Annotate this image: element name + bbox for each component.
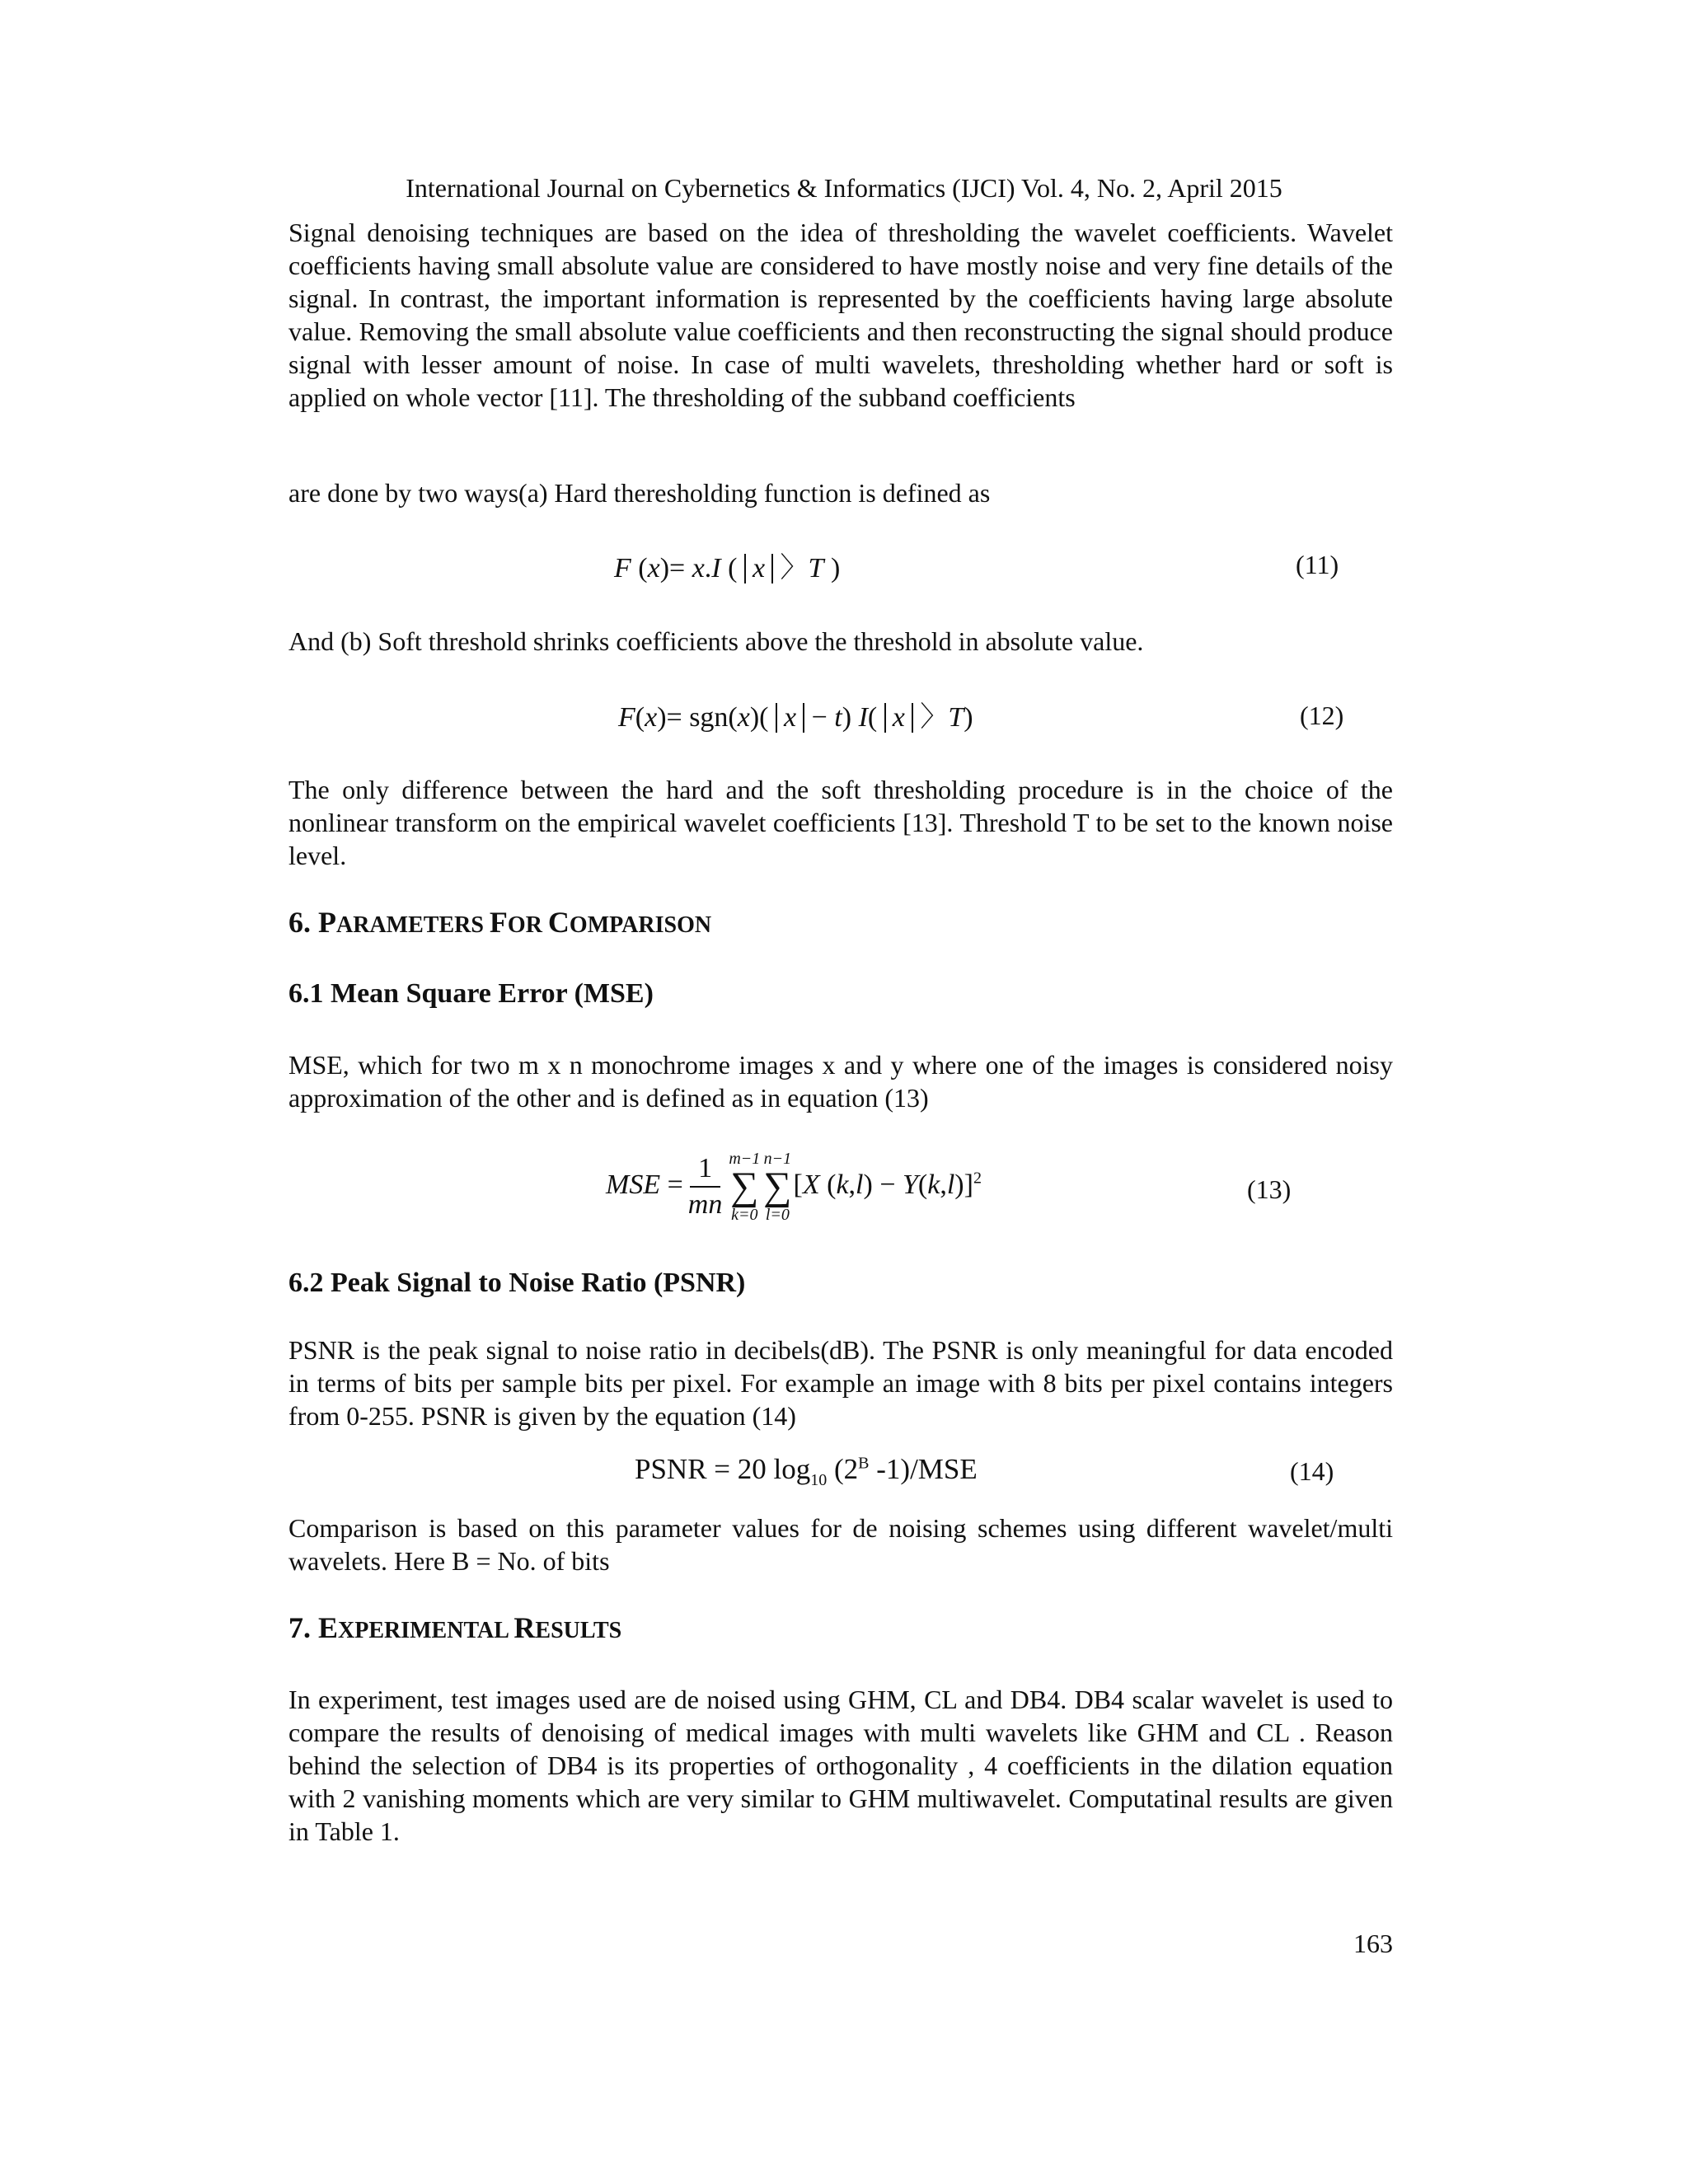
equation-12 bbox=[288, 691, 1393, 757]
subsection-heading-6-2: 6.2 Peak Signal to Noise Ratio (PSNR) bbox=[288, 1268, 746, 1298]
paragraph-experiment: In experiment, test images used are de noised using GHM, CL and DB4. DB4 scalar wavelet is used to compare the results of denoising of medical images with multi wavelets like GHM and CL . Reason behind the selection of DB4 is its properties of orthogonality , 4 coefficients in the dilation equation with 2 vanishing moments which are very similar to GHM multiwavelet. Computatinal results are given in Table 1. bbox=[288, 1685, 1393, 1846]
paragraph-difference: The only difference between the hard and the soft thresholding procedure is in the choice of the nonlinear transform on the empirical wavelet coefficients [13]. Threshold T to be set to the known noise level. bbox=[288, 775, 1393, 870]
paragraph-psnr: PSNR is the peak signal to noise ratio in decibels(dB). The PSNR is only meaningful for data encoded in terms of bits per sample bits per pixel. For example an image with 8 bits per pixel contains integers from 0-255. PSNR is given by the equation (14) bbox=[288, 1335, 1393, 1431]
section-heading-6: 6. PARAMETERS FOR COMPARISON bbox=[288, 906, 712, 939]
paragraph-mse: MSE, which for two m x n monochrome images x and y where one of the images is considered noisy approximation of the other and is defined as in equation (13) bbox=[288, 1050, 1393, 1113]
equation-12-number: (12) bbox=[1300, 701, 1344, 730]
equation-11-number: (11) bbox=[1296, 550, 1339, 579]
paragraph-comparison: Comparison is based on this parameter values for de noising schemes using different wavelet/multi wavelets. Here B = No. of bits bbox=[288, 1513, 1393, 1576]
equation-14-number: (14) bbox=[1290, 1456, 1334, 1486]
page-number: 163 bbox=[1353, 1929, 1393, 1958]
equation-14 bbox=[288, 1453, 1393, 1519]
paragraph-thresholding: Signal denoising techniques are based on the idea of thresholding the wavelet coefficients. Wavelet coefficients having small absolute value are considered to have mostly noise and very fine details of the signal. In contrast, the important information is represented by the coefficients having large absolute value. Removing the small absolute value coefficients and then reconstructing the signal should produce signal with lesser amount of noise. In case of multi wavelets, thresholding whether hard or soft is applied on whole vector [11]. The thresholding of the subband coefficients bbox=[288, 218, 1393, 412]
journal-header: International Journal on Cybernetics & Informatics (IJCI) Vol. 4, No. 2, April 2015 bbox=[406, 173, 1282, 203]
equation-14-formula: PSNR = 20 $\log_{10} (2^B$ -1)/MSE bbox=[635, 1453, 978, 1489]
section-heading-7: 7. EXPERIMENTAL RESULTS bbox=[288, 1611, 622, 1644]
equation-11 bbox=[288, 540, 1393, 606]
subsection-heading-6-1: 6.1 Mean Square Error (MSE) bbox=[288, 978, 654, 1009]
equation-13-number: (13) bbox=[1247, 1174, 1292, 1204]
equation-13 bbox=[288, 1150, 1393, 1240]
equation-12-formula: F(x)= sgn(x)( x − t) I( x 〉T) bbox=[618, 702, 973, 733]
equation-11-formula: F (x)= x.I ( x 〉T ) bbox=[614, 553, 841, 583]
equation-13-formula: MSE = $\frac{1}{mn}$ m−1 ∑ k=0 n−1 ∑ l=0 [X (k,l) − Y(k,l)]$^2$ bbox=[606, 1150, 982, 1224]
paragraph-soft-threshold-intro: And (b) Soft threshold shrinks coefficients above the threshold in absolute value. bbox=[288, 626, 1144, 656]
paragraph-hard-threshold-intro: are done by two ways(a) Hard theresholding function is defined as bbox=[288, 478, 991, 508]
